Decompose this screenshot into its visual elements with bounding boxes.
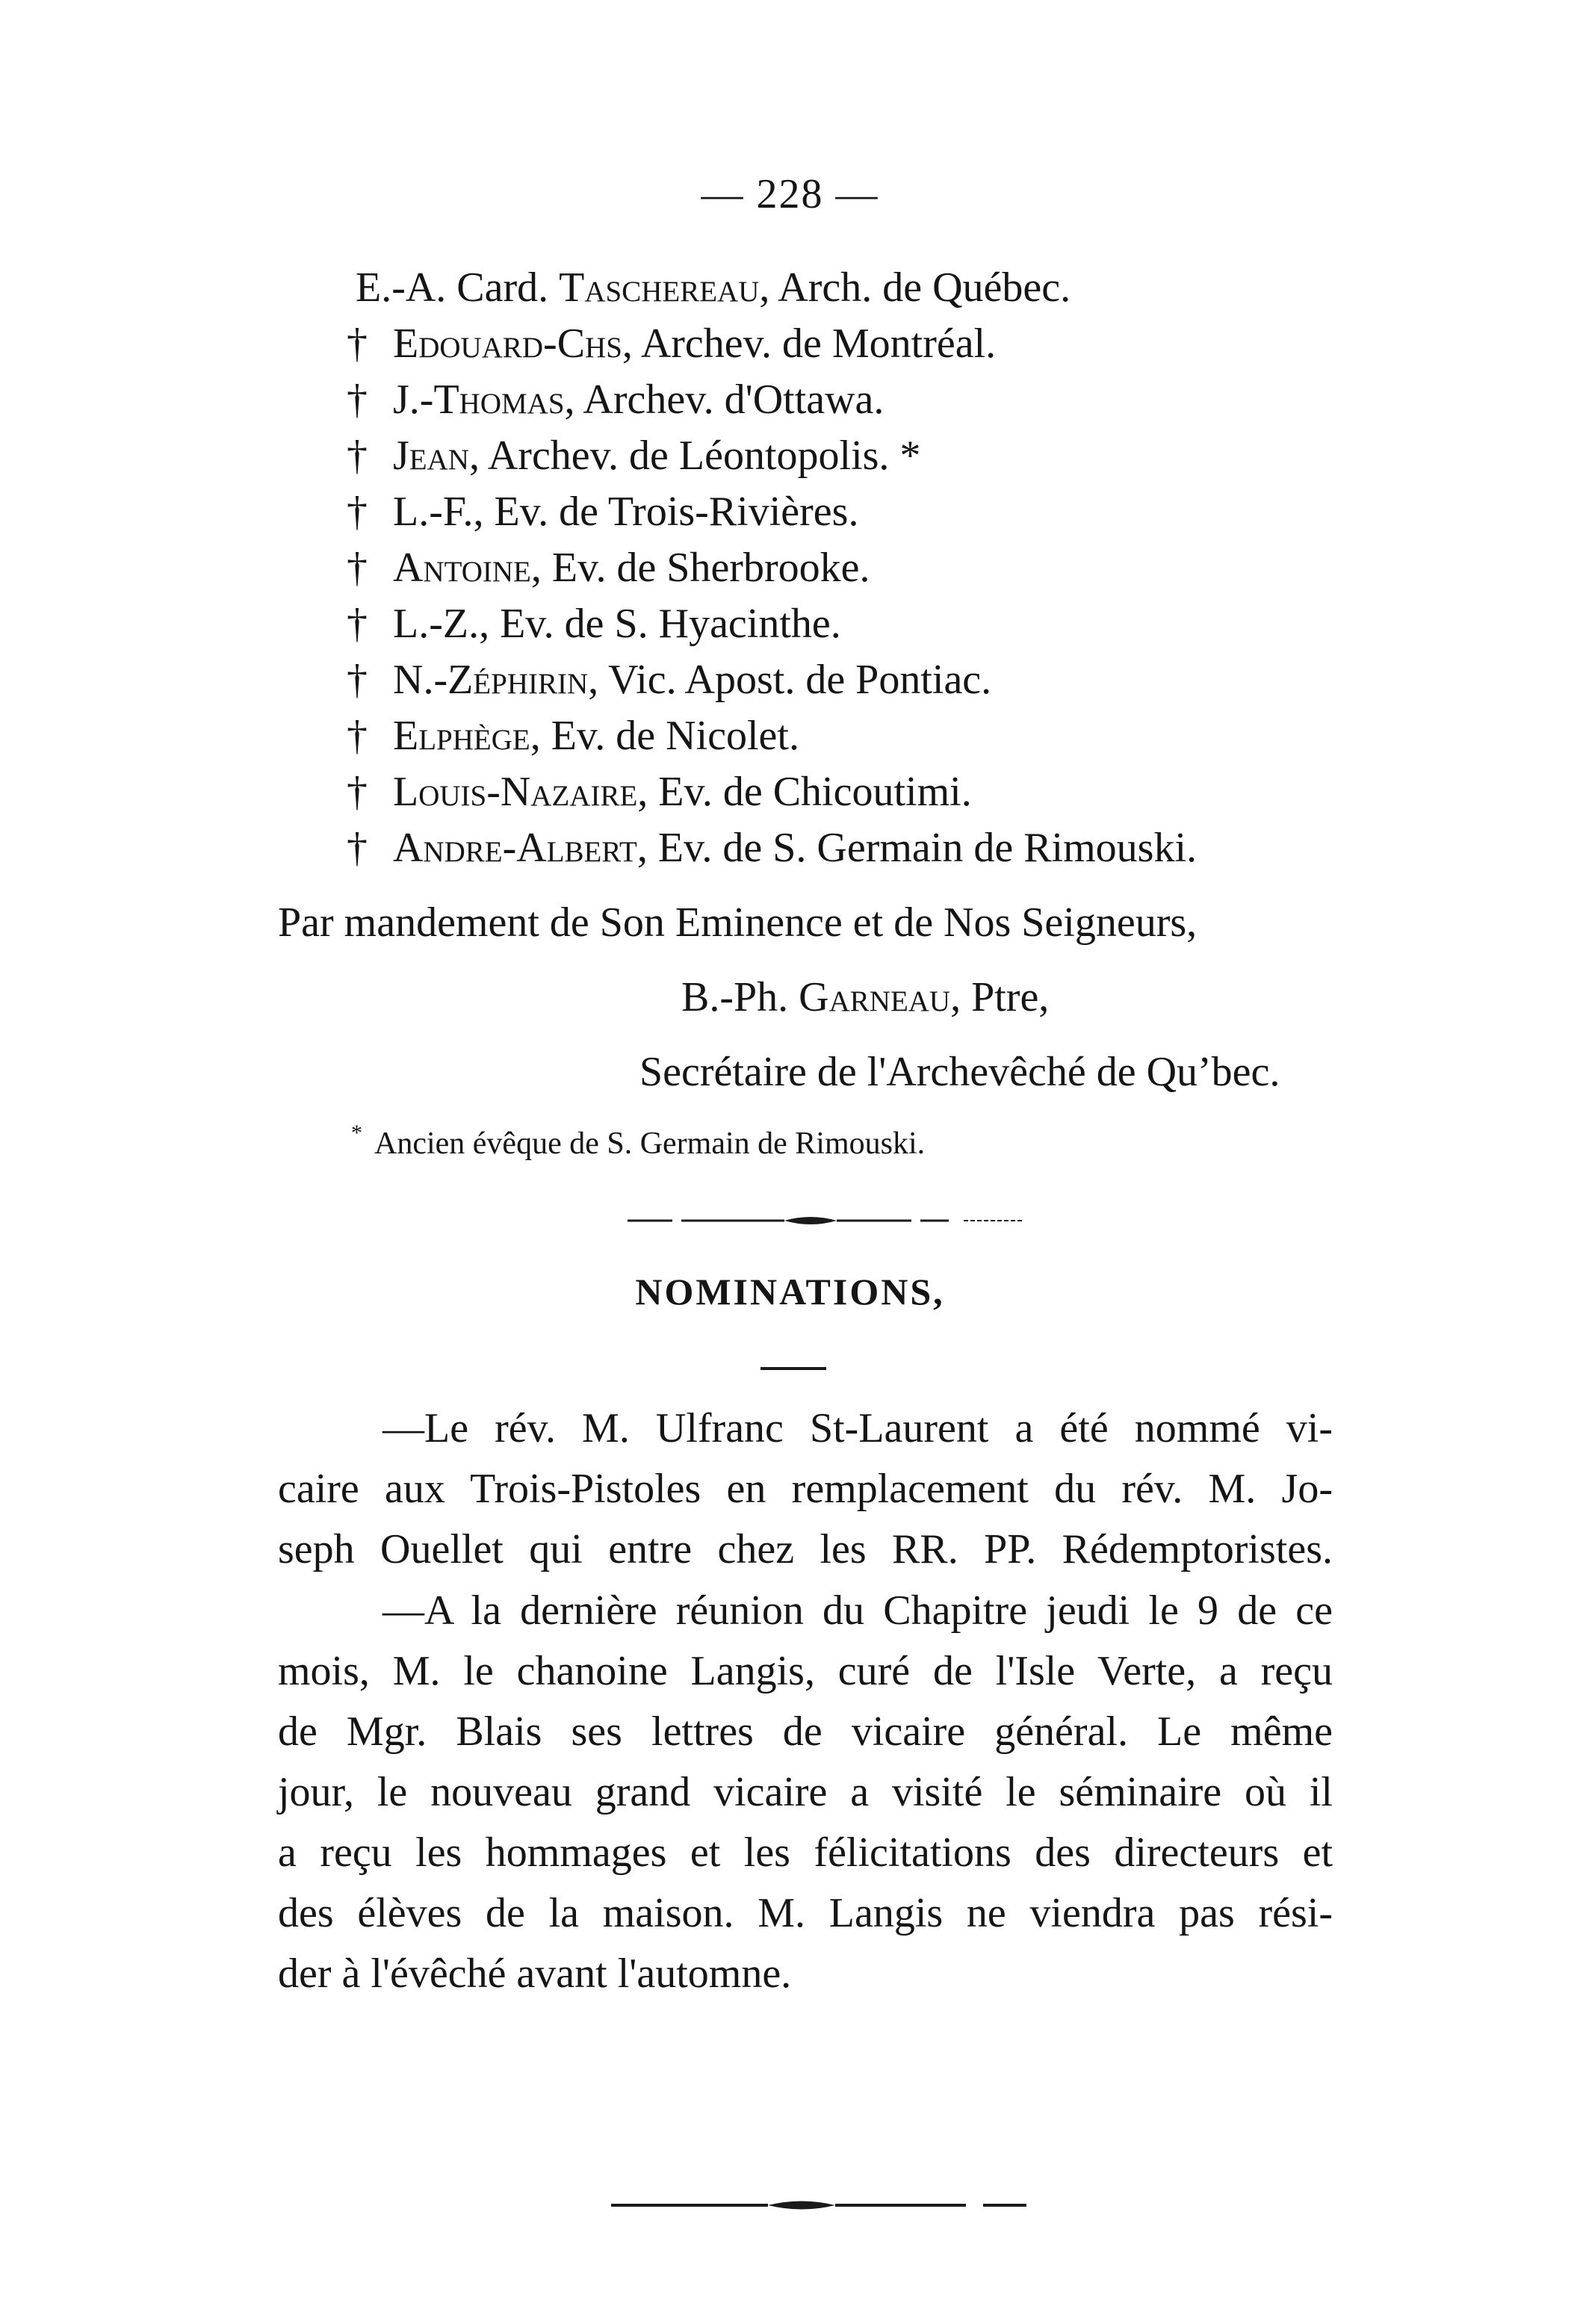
signatory-title: , Arch. de Québec. <box>759 264 1071 311</box>
paragraph-line: caire aux Trois-Pistoles en remplacement du rév. M. Jo- <box>278 1466 1333 1512</box>
signatory-name: Louis-Nazaire <box>393 769 638 815</box>
cross-icon: † <box>347 713 368 759</box>
nomination-paragraph <box>278 1398 1333 1580</box>
heading-rule <box>760 1367 826 1370</box>
signatory-prefix: N.- <box>393 657 448 703</box>
signatory-prefix: L.-Z. <box>393 601 480 647</box>
signatory-title: , Ev. de Sherbrooke. <box>530 545 870 591</box>
footnote <box>351 1121 925 1162</box>
paragraph-line: de Mgr. Blais ses lettres de vicaire général. Le même <box>278 1708 1333 1755</box>
signatory-line <box>347 596 1197 652</box>
signatory-line <box>347 820 1198 876</box>
signatory-title: , Ev. de Nicolet. <box>530 713 799 759</box>
signatories-list <box>347 260 1198 876</box>
signatory-title: , Archev. de Léontopolis. * <box>468 433 921 479</box>
signer-prefix: B.-Ph. <box>681 974 799 1020</box>
mandement-line: Par mandement de Son Eminence et de Nos Seigneurs, <box>278 899 1198 946</box>
cross-icon: † <box>347 825 368 871</box>
cross-icon: † <box>347 601 368 647</box>
signatory-name: Edouard-Chs <box>393 320 622 367</box>
signatory-text: E.-A. Card. <box>356 264 560 311</box>
signatory-line <box>347 372 1197 428</box>
signatory-line <box>347 708 1197 764</box>
signatory-line <box>347 316 1197 372</box>
signatory-name: Zéphirin <box>447 657 589 703</box>
paragraph-line: jour, le nouveau grand vicaire a visité le séminaire où il <box>278 1769 1333 1815</box>
cross-icon: † <box>347 769 368 815</box>
paragraph-line: mois, M. le chanoine Langis, curé de l'Isle Verte, a reçu <box>278 1648 1333 1694</box>
signer-name: Garneau <box>799 974 951 1020</box>
signatory-prefix: J.- <box>393 377 434 423</box>
signer-title: , Ptre, <box>950 974 1050 1020</box>
signatory-name: Thomas <box>433 377 565 423</box>
signatory-title: , Ev. de Trois-Rivières. <box>473 489 859 535</box>
paragraph-line: seph Ouellet qui entre chez les RR. PP. Rédemptoristes. <box>278 1526 1333 1572</box>
page-number: — 228 — <box>701 171 879 217</box>
signatory-name: Elphège <box>393 713 530 759</box>
footnote-text: Ancien évêque de S. Germain de Rimouski. <box>374 1127 926 1161</box>
signatory-title: , Ev. de Chicoutimi. <box>637 769 972 815</box>
signatory-title: , Ev. de S. Hyacinthe. <box>479 601 841 647</box>
signatory-line <box>347 540 1197 596</box>
paragraph-line: —A la dernière réunion du Chapitre jeudi le 9 de ce <box>382 1587 1333 1634</box>
paragraph-line: a reçu les hommages et les félicitations des directeurs et <box>278 1829 1333 1876</box>
signatory-title: , Archev. de Montréal. <box>622 320 997 367</box>
signatory-name: Antoine <box>393 545 531 591</box>
signatory-line <box>347 764 1197 820</box>
signatory-name: Taschereau <box>559 264 760 311</box>
cross-icon: † <box>347 489 368 535</box>
paragraph-line: —Le rév. M. Ulfranc St-Laurent a été nommé vi- <box>382 1405 1333 1451</box>
signatory-name: Jean <box>393 433 469 479</box>
footnote-mark: * <box>351 1121 362 1145</box>
end-divider-ornament <box>611 2196 1029 2214</box>
signer-line <box>681 973 1049 1021</box>
signatory-title: , Archev. d'Ottawa. <box>564 377 885 423</box>
signatory-title: , Ev. de S. Germain de Rimouski. <box>636 825 1198 871</box>
cross-icon: † <box>347 320 368 367</box>
cross-icon: † <box>347 433 368 479</box>
cross-icon: † <box>347 377 368 423</box>
nomination-paragraph <box>278 1581 1333 2004</box>
paragraph-line: des élèves de la maison. M. Langis ne viendra pas rési- <box>278 1890 1333 1936</box>
signatory-line <box>347 652 1197 708</box>
signatory-prefix: L.-F. <box>393 489 474 535</box>
secretary-line: Secrétaire de l'Archevêché de Qu’bec. <box>639 1049 1280 1095</box>
signatory-line <box>347 428 1197 484</box>
signatory-line <box>347 484 1197 540</box>
cross-icon: † <box>347 545 368 591</box>
signatory-line <box>356 260 1197 316</box>
section-divider-ornament <box>628 1212 1031 1230</box>
cross-icon: † <box>347 657 368 703</box>
signatory-name: Andre-Albert <box>393 825 637 871</box>
signatory-title: , Vic. Apost. de Pontiac. <box>588 657 992 703</box>
paragraph-line: der à l'évêché avant l'automne. <box>278 1950 792 1997</box>
section-heading: NOMINATIONS, <box>635 1271 945 1313</box>
